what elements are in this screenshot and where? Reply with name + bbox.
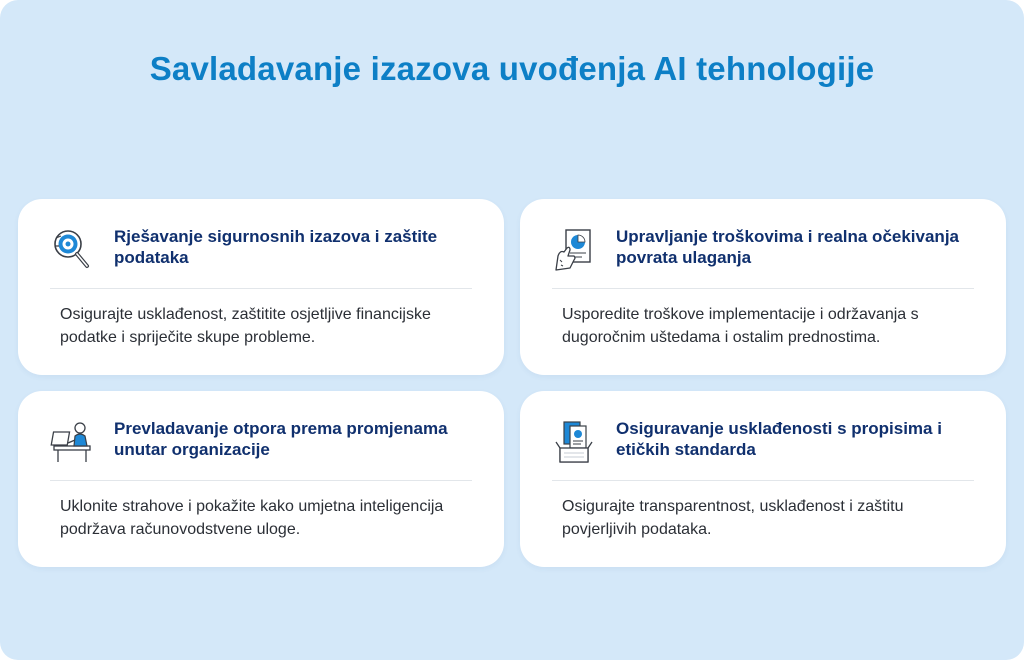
card-divider <box>552 288 974 289</box>
magnifier-data-icon <box>50 226 94 274</box>
card-body: Osigurajte transparentnost, usklađenost i zaštitu povjerljivih podataka. <box>562 498 904 538</box>
card-divider <box>50 480 472 481</box>
card-body: Uklonite strahove i pokažite kako umjetna inteligencija podržava računovodstvene uloge. <box>60 498 444 538</box>
document-box-icon <box>552 418 596 466</box>
card-heading: Prevladavanje otpora prema promjenama unutar organizacije <box>114 419 448 459</box>
challenge-card-costs <box>520 199 1006 375</box>
card-body: Usporedite troškove implementacije i održavanja s dugoročnim uštedama i ostalim prednostima. <box>562 306 919 346</box>
page-title: Savladavanje izazova uvođenja AI tehnologije <box>149 50 875 87</box>
card-heading: Upravljanje troškovima i realna očekivanja povrata ulaganja <box>616 227 959 267</box>
challenge-card-compliance <box>520 391 1006 567</box>
card-body: Osigurajte usklađenost, zaštitite osjetljive financijske podatke i spriječite skupe probleme. <box>60 306 431 346</box>
card-divider <box>552 480 974 481</box>
person-at-desk-icon <box>50 418 94 466</box>
hand-chart-icon <box>552 226 596 274</box>
challenge-card-resistance <box>18 391 504 567</box>
card-heading: Osiguravanje usklađenosti s propisima i etičkih standarda <box>616 419 942 459</box>
card-heading: Rješavanje sigurnosnih izazova i zaštite podataka <box>114 227 438 267</box>
challenge-card-security <box>18 199 504 375</box>
card-divider <box>50 288 472 289</box>
